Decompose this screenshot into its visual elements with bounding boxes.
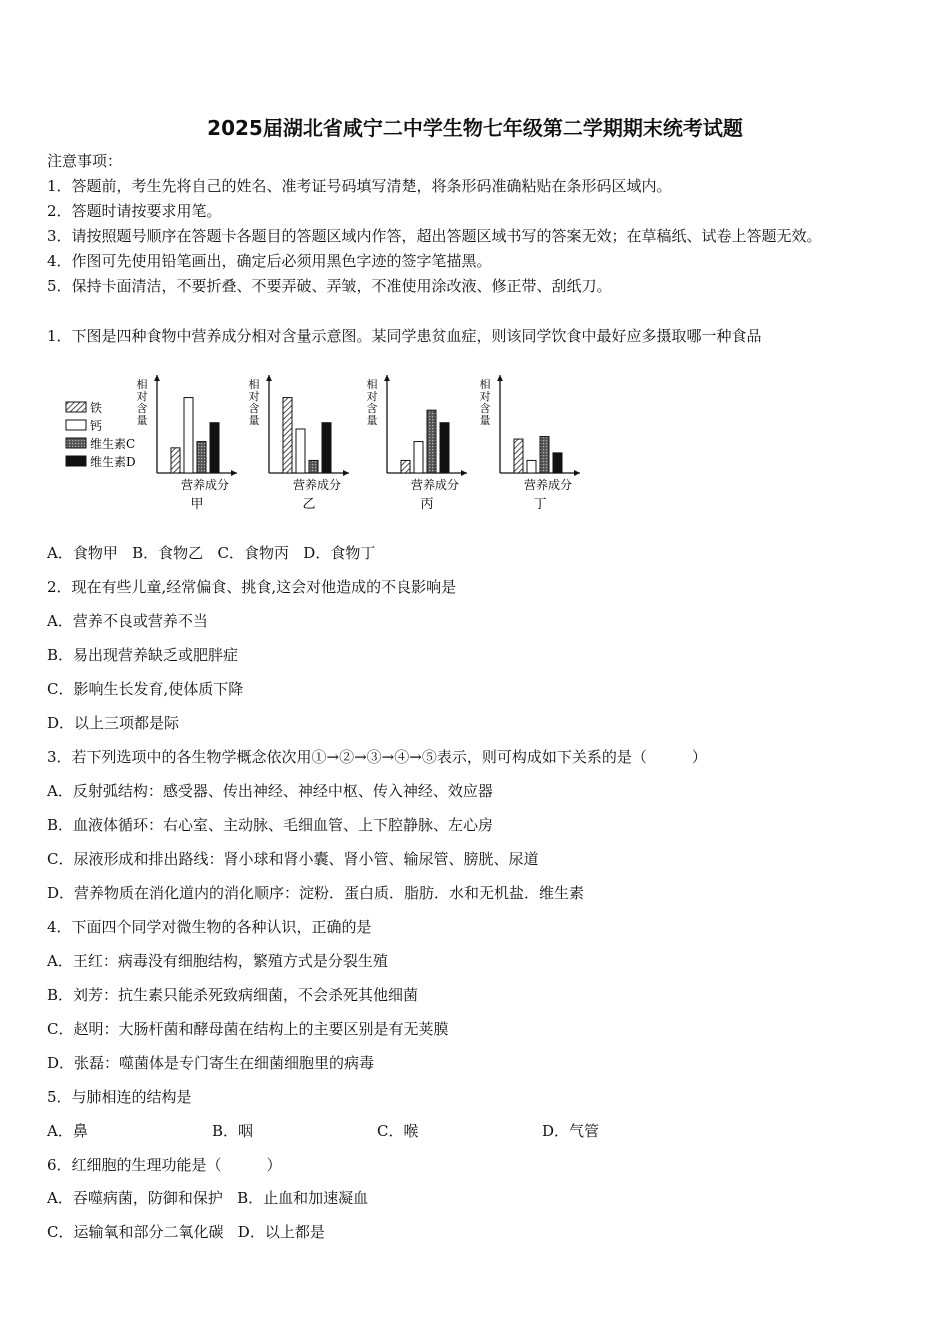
option-a[interactable]: A．反射弧结构：感受器、传出神经、神经中枢、传入神经、效应器	[47, 782, 493, 800]
x-axis-arrow	[231, 470, 237, 476]
option-d[interactable]: D．以上都是	[237, 1223, 325, 1241]
option-d[interactable]: D．气管	[542, 1122, 600, 1140]
y-axis-label: 含	[366, 402, 378, 415]
option-b[interactable]: B．血液体循环：右心室、主动脉、毛细血管、上下腔静脉、左心房	[47, 816, 494, 834]
bar	[210, 423, 219, 473]
y-axis-label: 对	[136, 390, 148, 403]
x-axis-label: 营养成分	[180, 478, 230, 492]
nutrient-chart-svg	[60, 365, 600, 520]
option-d[interactable]: D．张磊：噬菌体是专门寄生在细菌细胞里的病毒	[47, 1054, 375, 1072]
bar	[184, 398, 193, 473]
y-axis-label: 量	[248, 414, 260, 427]
y-axis-label: 相	[366, 378, 378, 391]
chart-panel	[367, 375, 468, 512]
notice-item: 3．请按照题号顺序在答题卡各题目的答题区域内作答，超出答题区域书写的答案无效；在草稿纸、试卷上答题无效。	[47, 227, 822, 245]
option-a[interactable]: A．吞噬病菌，防御和保护	[47, 1189, 223, 1207]
notice-item: 1．答题前，考生先将自己的姓名、准考证号码填写清楚，将条形码准确粘贴在条形码区域内。	[47, 177, 672, 195]
y-axis-label: 量	[136, 414, 148, 427]
y-axis-label: 含	[479, 402, 491, 415]
notice-heading: 注意事项：	[47, 152, 123, 170]
bar	[309, 460, 318, 473]
y-axis-arrow	[497, 375, 503, 381]
bar	[197, 442, 206, 473]
x-axis-arrow	[343, 470, 349, 476]
legend-swatch	[66, 420, 86, 430]
legend-swatch	[66, 402, 86, 412]
y-axis-arrow	[384, 375, 390, 381]
bar	[283, 398, 292, 473]
option-a[interactable]: A．食物甲	[47, 544, 118, 562]
x-axis-label: 营养成分	[523, 478, 573, 492]
option-b[interactable]: B．刘芳：抗生素只能杀死致病细菌，不会杀死其他细菌	[47, 986, 419, 1004]
y-axis-arrow	[266, 375, 272, 381]
bar	[296, 429, 305, 473]
option-c[interactable]: C．食物丙	[217, 544, 289, 562]
y-axis-label: 量	[366, 414, 378, 427]
bar	[540, 437, 549, 473]
bar	[514, 439, 523, 473]
chart-panel	[137, 375, 238, 512]
legend-swatch	[66, 456, 86, 466]
chart-panel	[249, 375, 350, 512]
notice-item: 5．保持卡面清洁，不要折叠、不要弄破、弄皱，不准使用涂改液、修正带、刮纸刀。	[47, 277, 612, 295]
legend-label: 铁	[90, 401, 103, 415]
option-a[interactable]: A．鼻	[47, 1122, 88, 1140]
legend-swatch	[66, 438, 86, 448]
question-6-options-row2	[47, 1222, 325, 1242]
option-a[interactable]: A．营养不良或营养不当	[47, 612, 208, 630]
chart-panel	[480, 375, 581, 512]
option-d[interactable]: D．食物丁	[303, 544, 376, 562]
nutrient-chart	[60, 365, 600, 520]
page-title: 2025届湖北省咸宁二中学生物七年级第二学期期末统考试题	[207, 116, 743, 140]
bar	[322, 423, 331, 473]
y-axis-label: 相	[248, 378, 260, 391]
question-3-stem: 3．若下列选项中的各生物学概念依次用①→②→③→④→⑤表示，则可构成如下关系的是（ ）	[47, 748, 707, 766]
option-c[interactable]: C．尿液形成和排出路线：肾小球和肾小囊、肾小管、输尿管、膀胱、尿道	[47, 850, 539, 868]
option-b[interactable]: B．食物乙	[132, 544, 204, 562]
option-b[interactable]: B．易出现营养缺乏或肥胖症	[47, 646, 239, 664]
notice-item: 2．答题时请按要求用笔。	[47, 202, 222, 220]
option-c[interactable]: C．喉	[377, 1122, 419, 1140]
y-axis-label: 相	[479, 378, 491, 391]
question-6-stem: 6．红细胞的生理功能是（ ）	[47, 1156, 282, 1174]
option-c[interactable]: C．运输氧和部分二氧化碳	[47, 1223, 224, 1241]
panel-name: 乙	[302, 497, 316, 512]
question-4-stem: 4．下面四个同学对微生物的各种认识，正确的是	[47, 918, 372, 936]
x-axis-arrow	[461, 470, 467, 476]
legend-label: 钙	[90, 419, 103, 433]
legend-label: 维生素C	[90, 437, 136, 451]
panel-name: 丁	[533, 497, 547, 512]
bar	[401, 460, 410, 473]
notice-item: 4．作图可先使用铅笔画出，确定后必须用黑色字迹的签字笔描黑。	[47, 252, 492, 270]
legend-label: 维生素D	[90, 455, 136, 469]
y-axis-label: 对	[479, 390, 491, 403]
panel-name: 丙	[420, 497, 434, 512]
question-1-options	[47, 543, 375, 563]
bar	[427, 410, 436, 473]
question-5-stem: 5．与肺相连的结构是	[47, 1088, 192, 1106]
y-axis-label: 对	[248, 390, 260, 403]
x-axis-label: 营养成分	[410, 478, 460, 492]
question-2-stem: 2．现在有些儿童,经常偏食、挑食,这会对他造成的不良影响是	[47, 578, 457, 596]
y-axis-arrow	[154, 375, 160, 381]
question-6-options-row1	[47, 1188, 368, 1208]
y-axis-label: 量	[479, 414, 491, 427]
y-axis-label: 对	[366, 390, 378, 403]
question-1-stem: 1．下图是四种食物中营养成分相对含量示意图。某同学患贫血症，则该同学饮食中最好应多摄取哪一种食品	[47, 327, 762, 345]
panel-name: 甲	[190, 497, 204, 512]
option-d[interactable]: D．以上三项都是际	[47, 714, 180, 732]
y-axis-label: 含	[136, 402, 148, 415]
bar	[414, 442, 423, 473]
option-c[interactable]: C．影响生长发育,使体质下降	[47, 680, 244, 698]
x-axis-label: 营养成分	[292, 478, 342, 492]
option-b[interactable]: B．咽	[212, 1122, 254, 1140]
x-axis-arrow	[574, 470, 580, 476]
bar	[171, 448, 180, 473]
option-a[interactable]: A．王红：病毒没有细胞结构，繁殖方式是分裂生殖	[47, 952, 388, 970]
y-axis-label: 含	[248, 402, 260, 415]
option-b[interactable]: B．止血和加速凝血	[237, 1189, 369, 1207]
bar	[527, 460, 536, 473]
bar	[553, 453, 562, 473]
bar	[440, 423, 449, 473]
option-c[interactable]: C．赵明：大肠杆菌和酵母菌在结构上的主要区别是有无荚膜	[47, 1020, 449, 1038]
y-axis-label: 相	[136, 378, 148, 391]
option-d[interactable]: D．营养物质在消化道内的消化顺序：淀粉．蛋白质．脂肪．水和无机盐．维生素	[47, 884, 585, 902]
